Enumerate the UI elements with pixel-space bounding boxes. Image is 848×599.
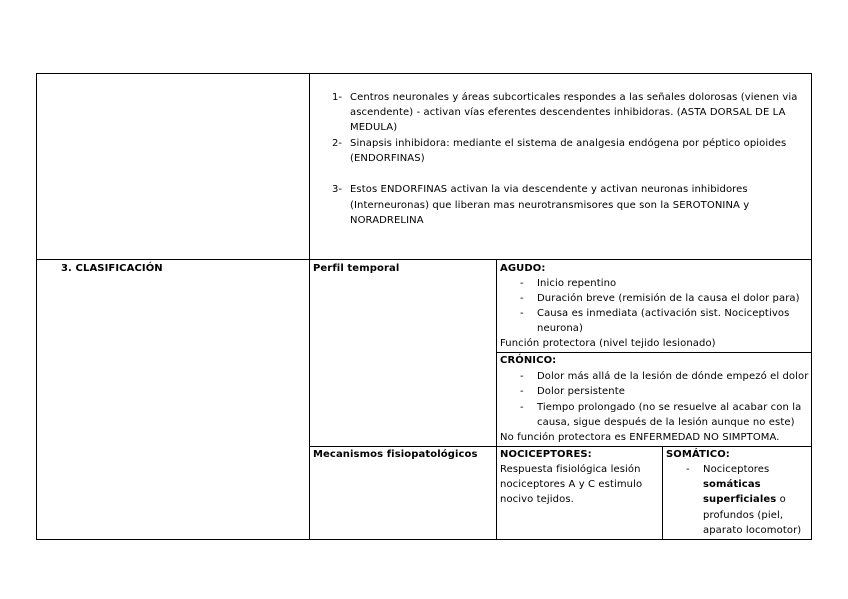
list-item-line: Sinapsis inhibidora: mediante el sistema de analgesia endógena por péptico opioides: [350, 138, 787, 149]
column-divider-1: [309, 73, 310, 540]
table-border-right: [811, 73, 812, 540]
somatico-line: [703, 493, 786, 508]
list-number: 1-: [332, 92, 342, 103]
somatico-bullet: Nociceptores: [703, 464, 770, 475]
list-item-line: ascendente) - activan vías eferentes descendentes inhibidoras. (ASTA DORSAL DE LA: [350, 107, 786, 118]
column-divider-2: [496, 259, 497, 540]
cronico-title: CRÓNICO:: [500, 355, 557, 366]
list-item-line: NORADRELINA: [350, 215, 424, 226]
somatico-line: profundos (piel,: [703, 510, 784, 521]
list-item-line: MEDULA): [350, 122, 398, 133]
nociceptores-title: NOCICEPTORES:: [500, 449, 592, 460]
cronico-footer: No función protectora es ENFERMEDAD NO SIMPTOMA.: [500, 432, 780, 443]
list-item-line: Estos ENDORFINAS activan la via descendente y activan neuronas inhibidores: [350, 184, 748, 195]
row-divider-1: [36, 259, 812, 260]
cronico-bullet: Dolor más allá de la lesión de dónde empezó el dolor: [537, 371, 809, 382]
list-number: 3-: [332, 184, 342, 195]
cronico-bullet: Dolor persistente: [537, 386, 625, 397]
bullet-dash: -: [520, 371, 524, 382]
bullet-dash: -: [686, 464, 690, 475]
table-border-top: [36, 73, 812, 74]
bullet-dash: -: [520, 278, 524, 289]
column-divider-3: [662, 446, 663, 540]
somatico-bold-term: superficiales: [703, 494, 777, 505]
section-title: 3. CLASIFICACIÓN: [61, 263, 163, 274]
table-border-left: [36, 73, 37, 540]
cronico-bullet: Tiempo prolongado (no se resuelve al acabar con la: [537, 402, 802, 413]
table-border-bottom: [36, 539, 812, 540]
somatico-line: aparato locomotor): [703, 525, 802, 536]
somatico-title: SOMÁTICO:: [666, 449, 730, 460]
list-item-line: (ENDORFINAS): [350, 153, 425, 164]
cronico-bullet: causa, sigue después de la lesión aunque no este): [537, 417, 795, 428]
somatico-suffix: o: [776, 494, 786, 505]
somatico-bold-term: somáticas: [703, 479, 761, 490]
agudo-bullet: Duración breve (remisión de la causa el dolor para): [537, 293, 800, 304]
bullet-dash: -: [520, 308, 524, 319]
agudo-bullet: neurona): [537, 323, 584, 334]
mecanismos-label: Mecanismos fisiopatológicos: [313, 449, 478, 460]
agudo-title: AGUDO:: [500, 263, 546, 274]
perfil-temporal-label: Perfil temporal: [313, 263, 400, 274]
bullet-dash: -: [520, 293, 524, 304]
bullet-dash: -: [520, 386, 524, 397]
nociceptores-line: Respuesta fisiológica lesión: [500, 464, 641, 475]
agudo-bullet: Causa es inmediata (activación sist. Nociceptivos: [537, 308, 790, 319]
row-divider-agudo-cronico: [496, 352, 812, 353]
bullet-dash: -: [520, 402, 524, 413]
list-item-line: (Interneuronas) que liberan mas neurotransmisores que son la SEROTONINA y: [350, 200, 750, 211]
list-number: 2-: [332, 138, 342, 149]
nociceptores-line: nocivo tejidos.: [500, 494, 574, 505]
list-item-line: Centros neuronales y áreas subcorticales respondes a las señales dolorosas (vienen via: [350, 92, 798, 103]
agudo-footer: Función protectora (nivel tejido lesionado): [500, 338, 716, 349]
nociceptores-line: nociceptores A y C estimulo: [500, 479, 643, 490]
agudo-bullet: Inicio repentino: [537, 278, 617, 289]
row-divider-2: [309, 446, 812, 447]
